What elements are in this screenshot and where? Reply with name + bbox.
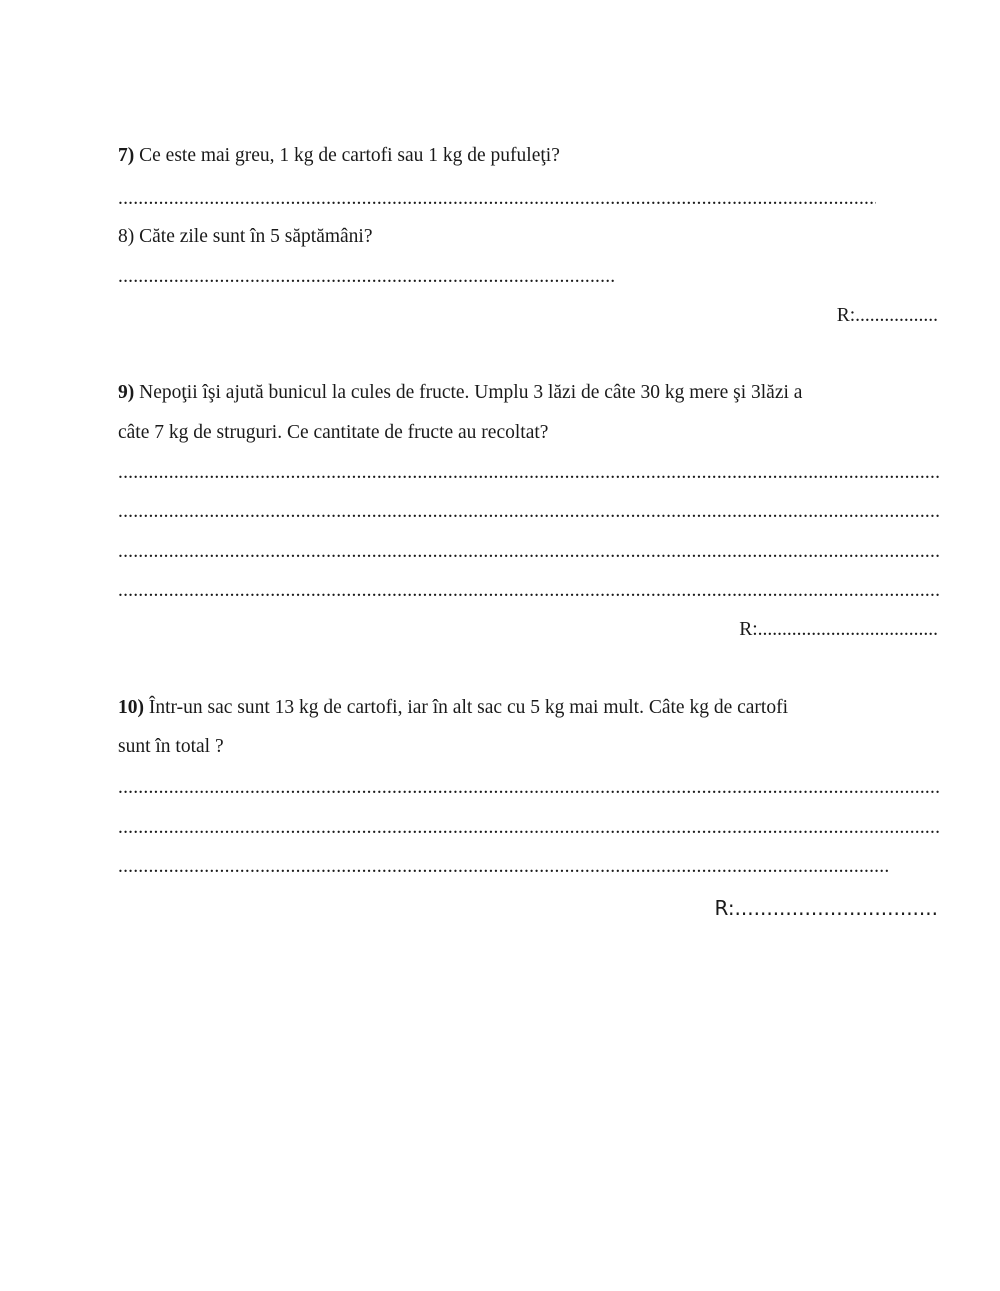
question-7-text: Ce este mai greu, 1 kg de cartofi sau 1 kg de pufuleţi? xyxy=(134,145,560,166)
answer-line-q9-3[interactable] xyxy=(118,539,939,565)
answer-label-q9[interactable]: R:..................................... xyxy=(739,619,938,640)
answer-line-q9-4[interactable] xyxy=(118,578,939,604)
answer-line-q9-2[interactable] xyxy=(118,499,939,525)
question-7 xyxy=(118,143,560,169)
question-8: 8) Căte zile sunt în 5 săptămâni? xyxy=(118,226,373,247)
answer-line-q8[interactable] xyxy=(118,264,614,290)
question-10-line-2: sunt în total ? xyxy=(118,736,224,757)
question-9-number: 9) xyxy=(118,382,135,403)
answer-line-q7[interactable] xyxy=(118,186,876,212)
question-10-line-1 xyxy=(118,695,939,721)
answer-line-q10-3[interactable] xyxy=(118,854,888,880)
answer-label-q10[interactable]: R:................................ xyxy=(714,896,938,920)
answer-line-q9-1[interactable] xyxy=(118,460,939,486)
question-10-text-line-1: Într-un sac sunt 13 kg de cartofi, iar în alt sac cu 5 kg mai mult. Câte kg de cartofi xyxy=(144,697,788,718)
answer-line-q10-1[interactable] xyxy=(118,775,939,801)
question-9-line-2: câte 7 kg de struguri. Ce cantitate de fructe au recoltat? xyxy=(118,422,549,443)
question-9-line-1 xyxy=(118,380,939,406)
question-7-number: 7) xyxy=(118,145,135,166)
answer-label-q8[interactable]: R:................. xyxy=(836,305,938,326)
question-9-text-line-1: Nepoţii îşi ajută bunicul la cules de fructe. Umplu 3 lăzi de câte 30 kg mere şi 3lăzi a xyxy=(134,382,803,403)
answer-line-q10-2[interactable] xyxy=(118,815,939,841)
question-10-number: 10) xyxy=(118,697,144,718)
